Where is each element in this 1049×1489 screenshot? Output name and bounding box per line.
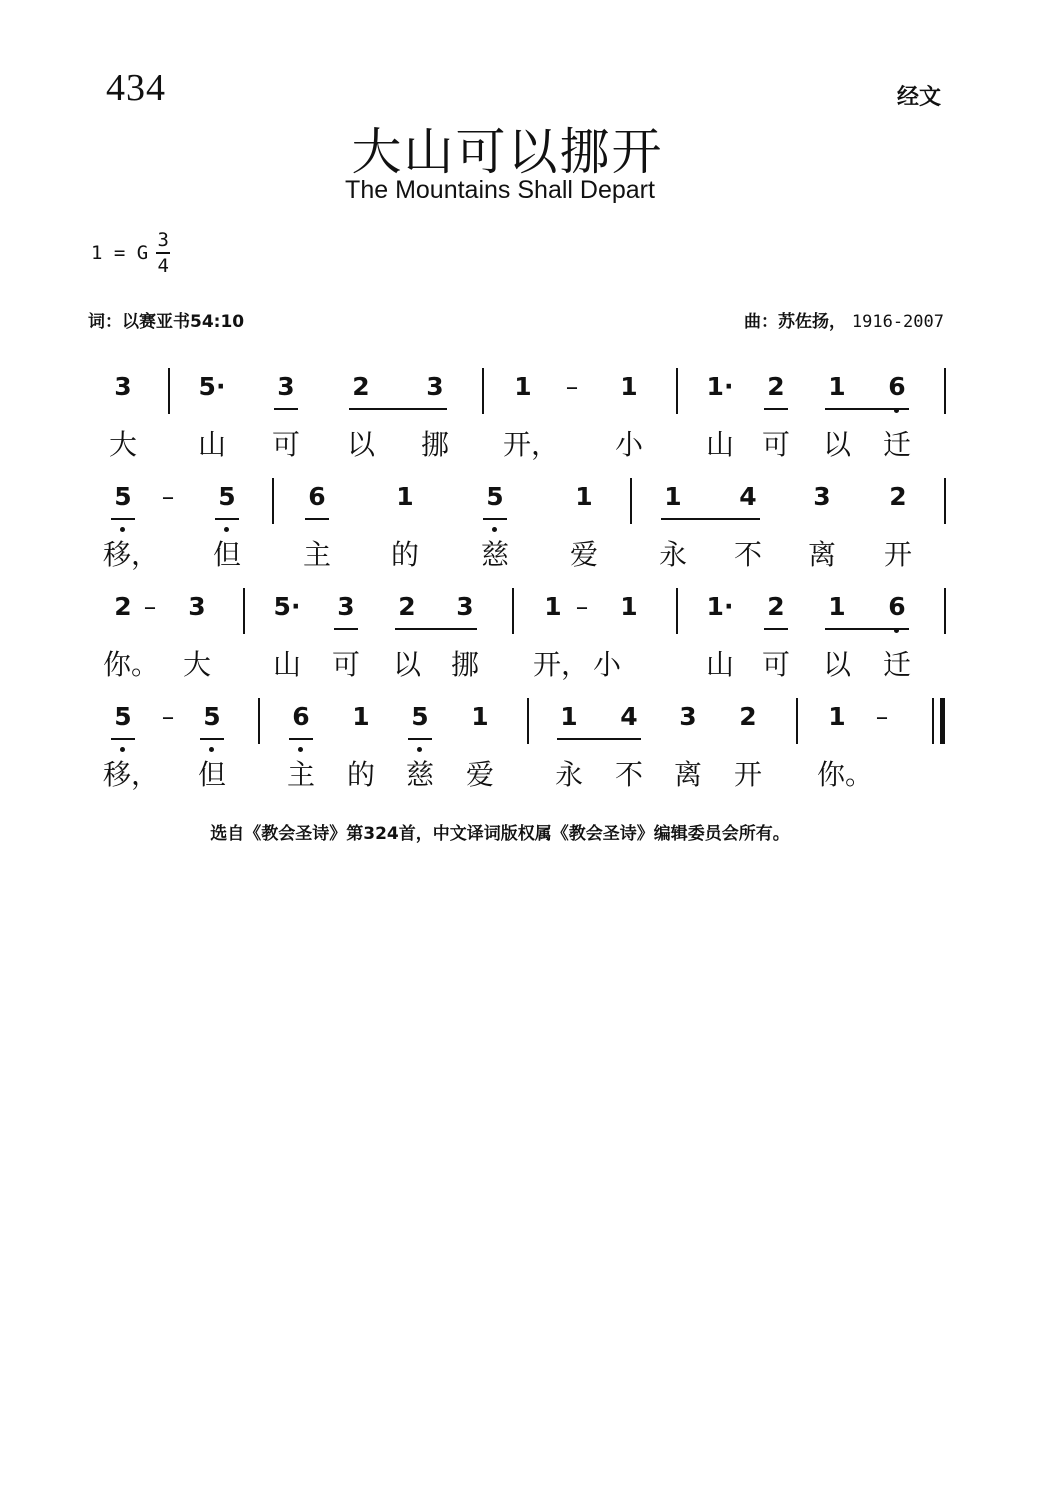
underline-beam bbox=[395, 628, 477, 630]
barline bbox=[272, 478, 274, 524]
lyric-char: 的 bbox=[346, 758, 375, 791]
lyric-char: 但 bbox=[197, 758, 226, 791]
final-barline-thin bbox=[932, 698, 934, 744]
lyric-char: 可 bbox=[761, 428, 790, 461]
barline bbox=[527, 698, 529, 744]
title-english: The Mountains Shall Depart bbox=[345, 176, 655, 204]
lyric-char: 不 bbox=[733, 538, 762, 571]
note: 4 bbox=[620, 702, 638, 731]
lyric-char: 可 bbox=[271, 428, 300, 461]
note: 5 bbox=[114, 482, 132, 511]
note: 2 bbox=[767, 372, 785, 401]
note: 6 bbox=[308, 482, 326, 511]
lyric-char: 山 bbox=[197, 428, 226, 461]
barline bbox=[796, 698, 798, 744]
lyric-char: 以 bbox=[822, 648, 851, 681]
note: 2 bbox=[889, 482, 907, 511]
note: 6 bbox=[292, 702, 310, 731]
lyric-char: 不 bbox=[614, 758, 643, 791]
note: 3 bbox=[426, 372, 444, 401]
underline-beam bbox=[334, 628, 358, 630]
note: 5 bbox=[114, 702, 132, 731]
low-octave-dot bbox=[224, 527, 229, 532]
low-octave-dot bbox=[492, 527, 497, 532]
lyric-char: 主 bbox=[286, 758, 315, 791]
note: 4 bbox=[739, 482, 757, 511]
barline bbox=[512, 588, 514, 634]
note: 1 bbox=[620, 592, 638, 621]
note: 1 bbox=[664, 482, 682, 511]
note: 1 bbox=[828, 372, 846, 401]
underline-beam bbox=[825, 408, 909, 410]
lyric-char: 挪 bbox=[420, 428, 449, 461]
lyric-char: 以 bbox=[346, 428, 375, 461]
barline bbox=[676, 368, 678, 414]
underline-beam bbox=[483, 518, 507, 520]
lyric-char: 永 bbox=[554, 758, 583, 791]
underline-beam bbox=[111, 518, 135, 520]
note: 6 bbox=[888, 592, 906, 621]
note: 5· bbox=[273, 592, 301, 621]
note: 3 bbox=[114, 372, 132, 401]
note: 6 bbox=[888, 372, 906, 401]
note: 3 bbox=[456, 592, 474, 621]
barline bbox=[944, 368, 946, 414]
key-text: 1 = G bbox=[91, 242, 149, 264]
lyric-char: 你。 bbox=[817, 758, 874, 791]
lyric-char: 迁 bbox=[882, 648, 911, 681]
lyric-char: 以 bbox=[822, 428, 851, 461]
hold-dash: – bbox=[161, 702, 175, 731]
underline-beam bbox=[274, 408, 298, 410]
underline-beam bbox=[764, 628, 788, 630]
lyric-char: 挪 bbox=[450, 648, 479, 681]
key-signature bbox=[91, 228, 170, 278]
lyric-char: 开 bbox=[733, 758, 762, 791]
note: 1· bbox=[706, 372, 734, 401]
note: 3 bbox=[188, 592, 206, 621]
note: 1 bbox=[620, 372, 638, 401]
note: 1· bbox=[706, 592, 734, 621]
hymn-number: 434 bbox=[106, 67, 166, 109]
note: 3 bbox=[679, 702, 697, 731]
note: 1 bbox=[828, 592, 846, 621]
lyric-char: 开， bbox=[503, 428, 560, 461]
note: 1 bbox=[560, 702, 578, 731]
lyric-char: 慈 bbox=[405, 758, 434, 791]
lyric-char: 迁 bbox=[882, 428, 911, 461]
final-barline-thick bbox=[940, 698, 945, 744]
lyric-char: 永 bbox=[658, 538, 687, 571]
lyric-char: 移， bbox=[103, 538, 160, 571]
barline bbox=[243, 588, 245, 634]
lyricist-credit: 词：以赛亚书54:10 bbox=[88, 312, 245, 332]
barline bbox=[482, 368, 484, 414]
lyric-char: 小 bbox=[614, 428, 643, 461]
note: 1 bbox=[575, 482, 593, 511]
note: 1 bbox=[828, 702, 846, 731]
note: 3 bbox=[813, 482, 831, 511]
note: 1 bbox=[514, 372, 532, 401]
lyric-char: 小 bbox=[592, 648, 621, 681]
hold-dash: – bbox=[161, 482, 175, 511]
lyric-char: 山 bbox=[705, 428, 734, 461]
note: 5 bbox=[218, 482, 236, 511]
underline-beam bbox=[111, 738, 135, 740]
barline bbox=[168, 368, 170, 414]
time-top: 3 bbox=[157, 229, 169, 251]
underline-beam bbox=[200, 738, 224, 740]
lyric-char: 移， bbox=[103, 758, 160, 791]
barline bbox=[944, 478, 946, 524]
low-octave-dot bbox=[120, 527, 125, 532]
underline-beam bbox=[825, 628, 909, 630]
note: 5· bbox=[198, 372, 226, 401]
lyric-char: 山 bbox=[272, 648, 301, 681]
underline-beam bbox=[289, 738, 313, 740]
composer-name: 曲：苏佐扬， bbox=[743, 312, 846, 332]
note: 2 bbox=[398, 592, 416, 621]
low-octave-dot bbox=[209, 747, 214, 752]
note: 1 bbox=[471, 702, 489, 731]
underline-beam bbox=[557, 738, 641, 740]
lyric-char: 你。 bbox=[103, 648, 160, 681]
hold-dash: – bbox=[565, 372, 579, 401]
lyric-char: 离 bbox=[807, 538, 836, 571]
underline-beam bbox=[349, 408, 447, 410]
note: 5 bbox=[203, 702, 221, 731]
barline bbox=[630, 478, 632, 524]
underline-beam bbox=[764, 408, 788, 410]
note: 1 bbox=[396, 482, 414, 511]
hold-dash: – bbox=[143, 592, 157, 621]
lyric-char: 爱 bbox=[465, 758, 494, 791]
time-signature bbox=[156, 228, 170, 278]
note: 2 bbox=[114, 592, 132, 621]
note: 2 bbox=[739, 702, 757, 731]
low-octave-dot bbox=[120, 747, 125, 752]
time-bottom: 4 bbox=[157, 255, 169, 277]
lyric-char: 开 bbox=[883, 538, 912, 571]
barline bbox=[676, 588, 678, 634]
lyric-char: 可 bbox=[761, 648, 790, 681]
category-label: 经文 bbox=[896, 85, 941, 110]
underline-beam bbox=[408, 738, 432, 740]
lyric-char: 主 bbox=[302, 538, 331, 571]
lyric-char: 开， bbox=[533, 648, 590, 681]
note: 1 bbox=[352, 702, 370, 731]
barline bbox=[258, 698, 260, 744]
composer-credit bbox=[744, 307, 944, 332]
underline-beam bbox=[215, 518, 239, 520]
underline-beam bbox=[305, 518, 329, 520]
copyright-footer: 选自《教会圣诗》第324首，中文译词版权属《教会圣诗》编辑委员会所有。 bbox=[210, 824, 790, 844]
title-chinese: 大山可以挪开 bbox=[351, 123, 664, 181]
lyric-char: 慈 bbox=[480, 538, 509, 571]
lyric-char: 以 bbox=[392, 648, 421, 681]
note: 2 bbox=[767, 592, 785, 621]
lyric-char: 但 bbox=[212, 538, 241, 571]
lyric-char: 山 bbox=[705, 648, 734, 681]
barline bbox=[944, 588, 946, 634]
note: 1 bbox=[544, 592, 562, 621]
underline-beam bbox=[661, 518, 760, 520]
note: 3 bbox=[277, 372, 295, 401]
lyric-char: 的 bbox=[390, 538, 419, 571]
note: 3 bbox=[337, 592, 355, 621]
composer-years: 1916-2007 bbox=[851, 312, 944, 332]
note: 5 bbox=[411, 702, 429, 731]
lyric-char: 大 bbox=[108, 428, 137, 461]
lyric-char: 大 bbox=[182, 648, 211, 681]
hold-dash: – bbox=[575, 592, 589, 621]
hold-dash: – bbox=[875, 702, 889, 731]
note: 5 bbox=[486, 482, 504, 511]
lyric-char: 离 bbox=[673, 758, 702, 791]
low-octave-dot bbox=[298, 747, 303, 752]
lyric-char: 爱 bbox=[569, 538, 598, 571]
note: 2 bbox=[352, 372, 370, 401]
low-octave-dot bbox=[417, 747, 422, 752]
lyric-char: 可 bbox=[331, 648, 360, 681]
